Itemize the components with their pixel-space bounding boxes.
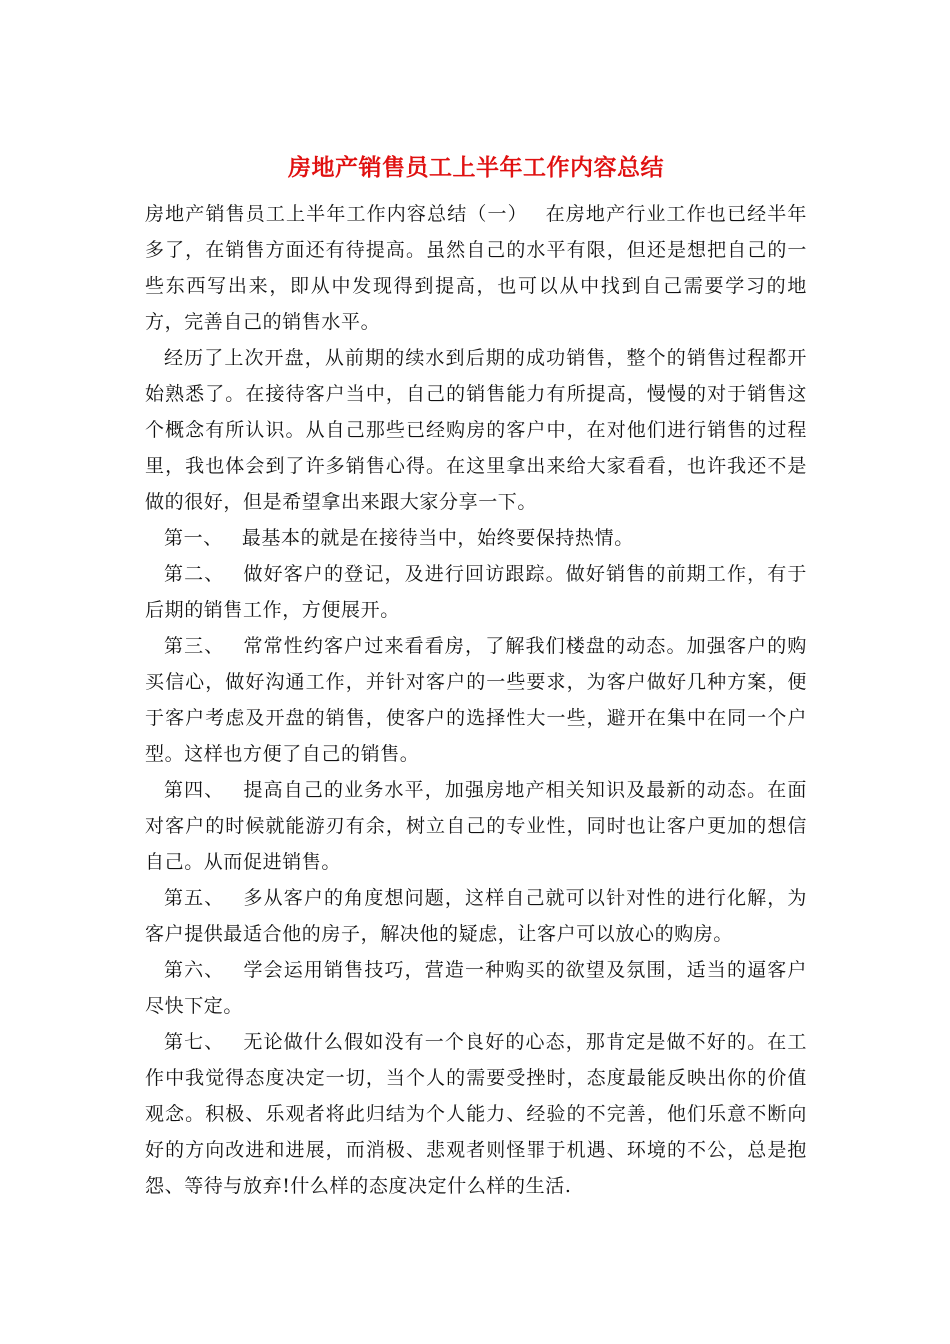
item-label: 第七、 [164,1031,225,1053]
item-paragraph-7 [145,1024,807,1204]
item-paragraph-2 [145,556,807,628]
item-paragraph-4 [145,772,807,880]
item-label: 第三、 [164,635,225,657]
intro-paragraph: 房地产销售员工上半年工作内容总结（一） 在房地产行业工作也已经半年多了，在销售方面还有待提高。虽然自己的水平有限，但还是想把自己的一些东西写出来，即从中发现得到提高，也可以从中找到自己需要学习的地方，完善自己的销售水平。 [145,203,807,333]
item-label: 第四、 [164,779,225,801]
item-paragraph-3 [145,628,807,772]
item-text: 多从客户的角度想问题，这样自己就可以针对性的进行化解，为客户提供最适合他的房子，解决他的疑虑，让客户可以放心的购房。 [145,887,807,945]
item-paragraph-1 [145,520,807,556]
item-text: 提高自己的业务水平，加强房地产相关知识及最新的动态。在面对客户的时候就能游刃有余，树立自己的专业性，同时也让客户更加的想信自己。从而促进销售。 [145,779,807,873]
item-label: 第五、 [164,887,225,909]
item-paragraph-6 [145,952,807,1024]
document-page [145,150,807,1204]
experience-paragraph: 经历了上次开盘，从前期的续水到后期的成功销售，整个的销售过程都开始熟悉了。在接待客户当中，自己的销售能力有所提高，慢慢的对于销售这个概念有所认识。从自己那些已经购房的客户中，在对他们进行销售的过程里，我也体会到了许多销售心得。在这里拿出来给大家看看，也许我还不是做的很好，但是希望拿出来跟大家分享一下。 [145,347,807,513]
item-label: 第一、 [164,527,223,549]
item-text: 无论做什么假如没有一个良好的心态，那肯定是做不好的。在工作中我觉得态度决定一切，当个人的需要受挫时，态度最能反映出你的价值观念。积极、乐观者将此归结为个人能力、经验的不完善，他们乐意不断向好的方向改进和进展，而消极、悲观者则怪罪于机遇、环境的不公，总是抱怨、等待与放弃!什么样的态度决定什么样的生活. [145,1031,807,1197]
item-label: 第二、 [164,563,225,585]
item-text: 学会运用销售技巧，营造一种购买的欲望及氛围，适当的逼客户尽快下定。 [145,959,807,1017]
item-paragraph-5 [145,880,807,952]
item-text: 常常性约客户过来看看房，了解我们楼盘的动态。加强客户的购买信心，做好沟通工作，并针对客户的一些要求，为客户做好几种方案，便于客户考虑及开盘的销售，使客户的选择性大一些，避开在集中在同一个户型。这样也方便了自己的销售。 [145,635,807,765]
document-title: 房地产销售员工上半年工作内容总结 [288,154,664,181]
item-label: 第六、 [164,959,225,981]
item-text: 做好客户的登记，及进行回访跟踪。做好销售的前期工作，有于后期的销售工作，方便展开。 [145,563,807,621]
item-text: 最基本的就是在接待当中，始终要保持热情。 [241,527,634,549]
